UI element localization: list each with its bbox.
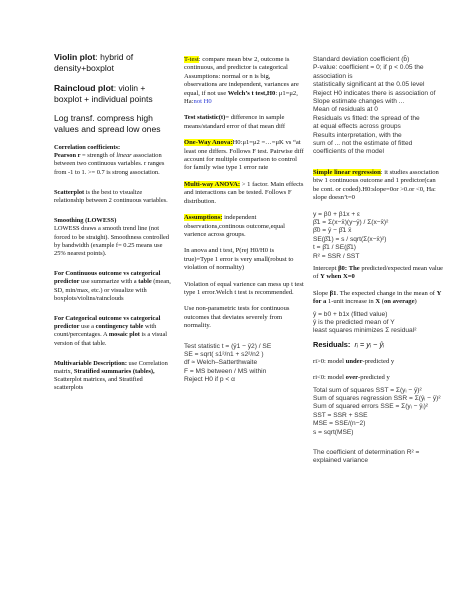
column-1 (54, 0, 172, 393)
r-squared-footer: The coefficient of determination R² = explained variance (313, 449, 420, 465)
smoothing-note: LOWESS draws a smooth trend line (not forced to be straight). Smoothness controlled by bandwidth (example f= 0.25 means use 25% nearest points). (54, 225, 170, 258)
intercept-note: Intercept β0: The predicted/expected mean value of Y when X=0 (313, 264, 443, 281)
non-parametric-note: Use non-parametric tests for continuous outcomes that deviates severely from normality. (184, 305, 290, 330)
smoothing-heading: Smoothing (LOWESS) (54, 217, 117, 225)
correlation-heading: Correlation coefficients: (54, 144, 121, 151)
welch-recommendation: Violation of equal varience can mess up t test type 1 error.Welch t test is recommended. (184, 280, 304, 296)
multivariable-note: Multivariable Description: use Correlation matrix, Stratified summaries (tables), Scatterplot matrices, and Stratified scatterplots (54, 359, 168, 392)
one-way-anova-note: One-Way Anova:H0:μ1=μ2 =…=μK vs “at least one differs. Follows F test. Pairwise diff account for multiple comparison to control for family wise type 1 error rate (184, 139, 304, 172)
ttest-assumptions: Assumptions: normal or n is big, observations are independent, variances are equal, if not use Welch’s t test,H0: μ1=μ2, Ha:not H0 (184, 72, 299, 106)
raincloud-plot-note: Raincloud plot: violin + boxplot + individual points (54, 83, 153, 104)
slope-note: Slope β1. The expected change in the mean of Y for a 1-unit increase in X (on average) (313, 289, 442, 306)
ttest-note: T-test: compare mean btw 2, outcome is continuous, and predictor is categorical (184, 56, 290, 72)
simple-linear-regression-note: Simple linear regression: it studies association btw 1 continuous outcome and 1 predictor(can be cont. or coded).H0:slope=0or >0.or <0, Ha: slope doesn’t=0 (313, 168, 439, 202)
log-transform-note: Log transf. compress high values and spread low ones (54, 113, 161, 134)
column-3 (313, 0, 443, 466)
scatterplot-note: Scatterplot is the best to visualize relationship between 2 continuous variables. (54, 188, 168, 205)
residuals-formula: Residuals: rᵢ = yᵢ − ŷᵢ (313, 339, 384, 349)
violin-plot-note: Violin plot: hybrid of density+boxplot (54, 52, 134, 73)
type1-error-note: In anova and t test, P(rej H0/H0 is true)=Type 1 error is very small(robust to violation of normality) (184, 247, 294, 272)
fitted-value-snippet: ŷ = b0 + b1x (fitted value) ŷ is the predicted mean of Y least squares minimizes Σ residual² (313, 310, 417, 335)
regression-formula-snippet: y = β0 + β1x + ε β̂1 = Σ(x−x̄)(y−ȳ) / Σ(x−x̄)² β̂0 = ȳ − β̂1 x̄ SE(β̂1) = s / sqrt(Σ(x−x̄)²) t = β̂1 / SE(β̂1) R² = SSR / SST (313, 210, 389, 260)
continuous-outcome-note: For Continuous outcome vs categorical predictor use summarize with a table (mean, SD, min/max, etc.) or visualize with boxplots/violins/rainclouds (54, 270, 171, 302)
multi-way-anova-note: Multi-way ANOVA: > 1 factor. Main effects and interactions can be tested. Follows F distribution. (184, 180, 304, 205)
residual-negative-note: ri<0: model over-predicted y (313, 374, 390, 382)
categorical-outcome-note: For Categorical outcome vs categorical predictor use a contingency table with count/percentages. A mosaic plot is a visual version of that table. (54, 315, 168, 347)
anova-assumptions-note: Assumptions: independent observations,continous outcome,equal varience across groups. (184, 214, 285, 238)
regression-output-snippet: Standard deviation coefficient (b̂) P-value: coefficient = 0; if p < 0.05 the association is statistically significant at the 0.05 level Reject H0 indicates there is association of Slope estimate changes with ... Mean of residuals at 0 Residuals vs fitted: the spread of the at equal effects across groups Results interpretation, with the sum of ... not the estimate of fitted coefficients of the model (313, 56, 436, 156)
pearson-note: Pearson r = strength of linear association between two continuous variables. r ranges from -1 to 1. >= 0.7 is strong association. (54, 152, 165, 176)
test-statistic-note: Test statistic(t)= difference in sample means/standard error of that mean diff (184, 114, 286, 130)
residual-positive-note: ri>0: model under-predicted y (313, 357, 395, 365)
sum-of-squares-snippet: Total sum of squares SST = Σ(yᵢ − ȳ)² Sum of squares regression SSR = Σ(ŷᵢ − ȳ)² Sum of squared errors SSE = Σ(yᵢ − ŷᵢ)² SST = SSR + SSE MSE = SSE/(n−2) s = sqrt(MSE) (313, 386, 441, 436)
column-2 (184, 0, 304, 385)
formula-snippet: Test statistic t = (ȳ1 − ȳ2) / SE SE = sqrt( s1²/n1 + s2²/n2 ) df ≈ Welch–Satterthwaite F = MS between / MS within Reject H0 if p < α (184, 342, 272, 384)
